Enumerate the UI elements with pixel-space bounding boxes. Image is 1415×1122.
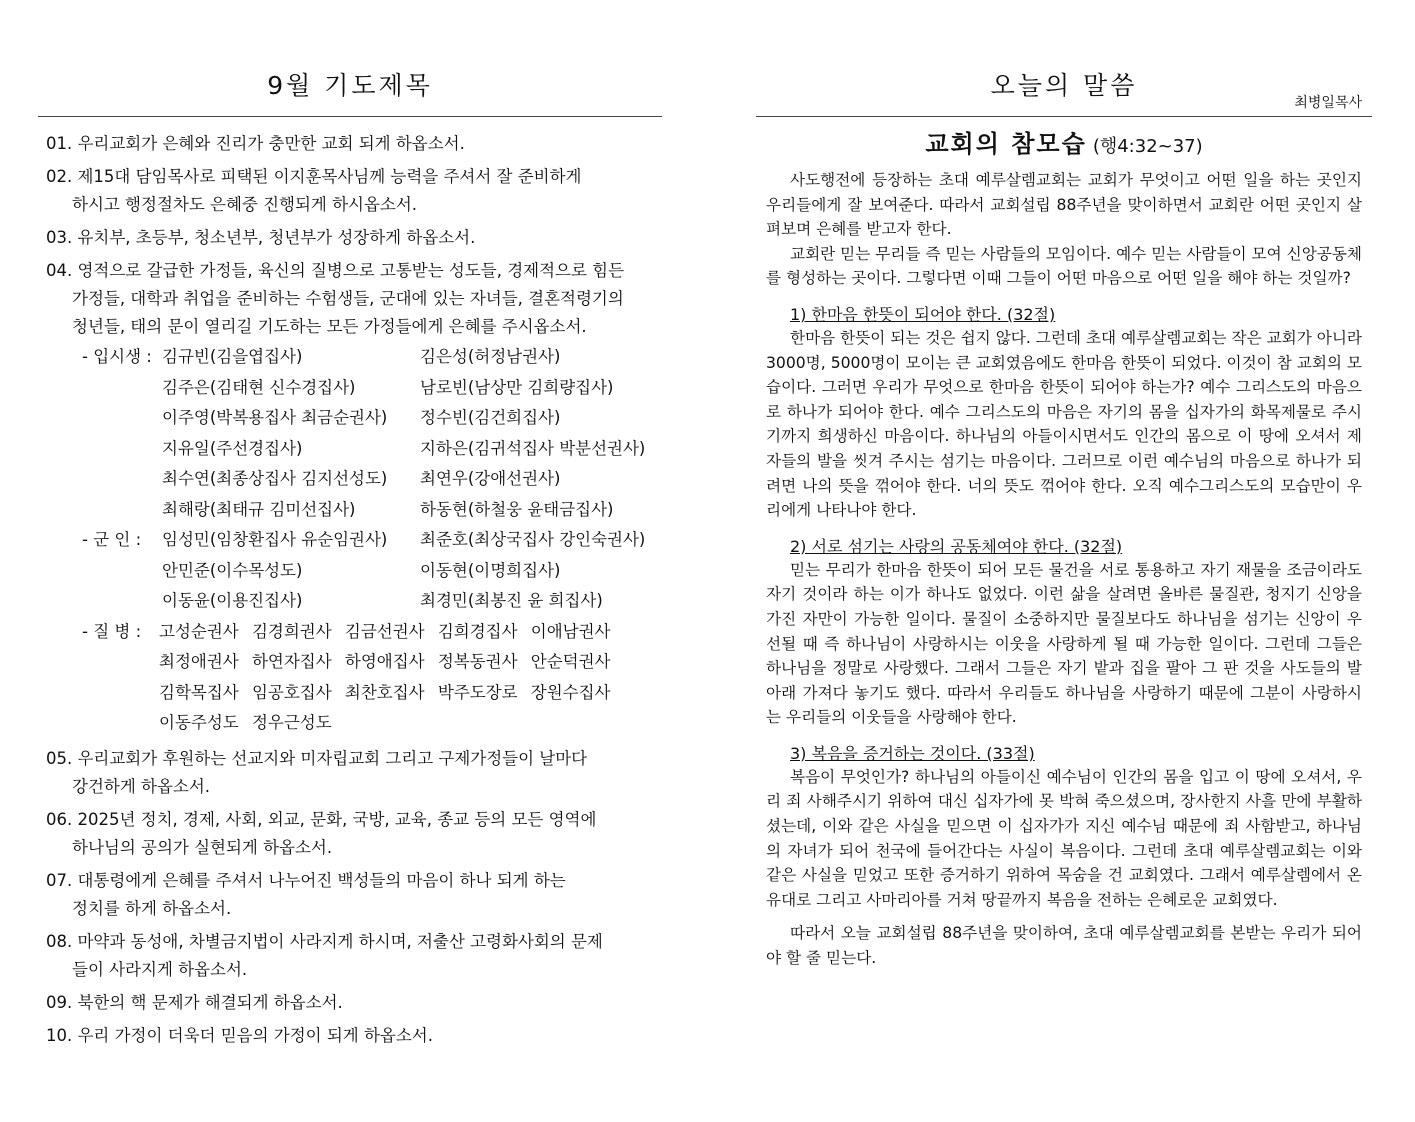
title-divider	[38, 116, 662, 117]
prayer-item-text: 07. 대통령에게 은혜를 주셔서 나누어진 백성들의 마음이 하나 되게 하는	[46, 870, 566, 890]
prayer-item	[46, 867, 662, 923]
sick-names: 최정애권사 하연자집사 하영애집사 정복동권사 안순덕권사	[159, 652, 611, 671]
name-entry: 최경민(최봉진 윤 희집사)	[420, 591, 603, 610]
sick-names: 김학목집사 임공호집사 최찬호집사 박주도장로 장원수집사	[159, 682, 611, 702]
prayer-title: 9월 기도제목	[267, 71, 433, 100]
sermon-paragraph: 사도행전에 등장하는 초대 예루살렘교회는 교회가 무엇이고 어떤 일을 하는 곳인지 우리들에게 잘 보여준다. 따라서 교회설립 88주년을 맞이하면서 교회란 어떤 곳인지 살펴보며 은혜를 받고자 한다.	[766, 171, 1362, 239]
sermon-paragraph: 한마음 한뜻이 되는 것은 쉽지 않다. 그런데 초대 예루살렘교회는 작은 교회가 아니라 3000명, 5000명이 모이는 큰 교회였음에도 한마음 한뜻이 되었다. 이것이 참 교회의 모습이다. 그러면 우리가 무엇으로 한마음 한뜻이 되어야 하는가? 예수 그리스도의 마음으로 하나가 되어야 한다. 예수 그리스도의 마음은 자기의 몸을 십자가의 화목제물로 주시기까지 희생하신 마음이다. 하나님의 아들이시면서도 인간의 몸으로 이 땅에 오셔서 제자들의 발을 씻겨 주시는 섬기는 마음이다. 그러므로 이런 예수님의 마음으로 하나가 되려면 나의 뜻을 꺾어야 한다. 너의 뜻도 꺾어야 한다. 오직 예수그리스도의 모습만이 우리에게 나타나야 한다.	[766, 328, 1362, 520]
name-entry: 남로빈(남상만 김희량집사)	[420, 377, 614, 397]
name-entry: 지유일(주선경집사)	[162, 438, 303, 458]
name-entry: 지하은(김귀석집사 박분선권사)	[420, 438, 646, 458]
prayer-item	[46, 745, 662, 801]
prayer-item-text: 청년들, 태의 문이 열리길 기도하는 모든 가정들에게 은혜를 주시옵소서.	[72, 317, 587, 336]
exam-row	[46, 373, 662, 404]
name-entry: 정수빈(김건희집사)	[420, 408, 561, 427]
prayer-item-text: 정치를 하게 하옵소서.	[72, 898, 232, 918]
prayer-item-text: 하나님의 공의가 실현되게 하옵소서.	[72, 837, 333, 857]
name-entry: 하동현(하철웅 윤태금집사)	[420, 499, 614, 519]
prayer-item	[46, 163, 662, 219]
prayer-item-text: 06. 2025년 정치, 경제, 사회, 외교, 문화, 국방, 교육, 종교 등의 모든 영역에	[46, 809, 597, 829]
exam-row	[46, 434, 662, 465]
prayer-item	[46, 928, 662, 984]
sick-row	[46, 617, 662, 648]
sermon-body	[766, 168, 1362, 971]
sermon-paragraph: 교회란 믿는 무리들 즉 믿는 사람들의 모임이다. 예수 믿는 사람들이 모여 신앙공동체를 형성하는 곳이다. 그렇다면 이때 그들이 어떤 마음으로 어떤 일을 해야 하는 것일까?	[766, 244, 1362, 288]
sick-row	[46, 678, 662, 709]
prayer-item-text: 03. 유치부, 초등부, 청소년부, 청년부가 성장하게 하옵소서.	[46, 228, 476, 247]
sermon-section-title: 오늘의 말씀	[990, 71, 1138, 100]
sick-row	[46, 708, 662, 739]
prayer-item-text: 들이 사라지게 하옵소서.	[72, 959, 248, 979]
prayer-list	[46, 130, 662, 1055]
point-heading: 1) 한마음 한뜻이 되어야 한다. (32절)	[790, 304, 1056, 324]
prayer-item-text: 01. 우리교회가 은혜와 진리가 충만한 교회 되게 하옵소서.	[46, 134, 465, 153]
name-entry: 최준호(최상국집사 강인숙권사)	[420, 530, 646, 549]
name-entry: 김은성(허정남권사)	[420, 347, 561, 366]
sermon-title: 교회의 참모습	[925, 129, 1087, 158]
sick-row	[46, 647, 662, 678]
name-entry: 이주영(박복용집사 최금순권사)	[162, 408, 388, 427]
scripture-reference: (행4:32~37)	[1092, 136, 1203, 157]
prayer-item-text: 10. 우리 가정이 더욱더 믿음의 가정이 되게 하옵소서.	[46, 1025, 433, 1045]
name-entry: 김규빈(김을엽집사)	[162, 347, 303, 366]
name-entry: 최해랑(최태규 김미선집사)	[162, 499, 356, 519]
title-divider	[756, 116, 1372, 117]
army-row	[46, 586, 662, 617]
sermon-paragraph: 복음이 무엇인가? 하나님의 아들이신 예수님이 인간의 몸을 입고 이 땅에 오셔서, 우리 죄 사해주시기 위하여 대신 십자가에 못 박혀 죽으셨으며, 장사한지 사흘 만에 부활하셨는데, 이와 같은 사실을 믿으면 이 십자가가 지신 예수님 때문에 죄 사함받고, 하나님의 자녀가 되어 천국에 들어간다는 사실이 복음이다. 그런데 초대 예루살렘교회는 이와 같은 사실을 믿었고 또한 증거하기 위하여 목숨을 건 교회였다. 그래서 예루살렘에서 온 유대로 그리고 사마리아를 거쳐 땅끝까지 복음을 전하는 은혜로운 교회였다.	[766, 767, 1362, 909]
sermon-paragraph: 따라서 오늘 교회설립 88주년을 맞이하여, 초대 예루살렘교회를 본받는 우리가 되어야 할 줄 믿는다.	[766, 924, 1362, 968]
name-entry: 최수연(최종상집사 김지선성도)	[162, 469, 388, 488]
sermon-paragraph: 믿는 무리가 한마음 한뜻이 되어 모든 물건을 서로 통용하고 자기 재물을 조금이라도 자기 것이라 하는 이가 하나도 없었다. 이런 삶을 살려면 올바른 물질관, 청지기 신앙을 가진 자만이 가능한 일이다. 물질이 소중하지만 물질보다도 하나님을 섬기는 신앙이 우선될 때 즉 하나님이 사랑하시는 이웃을 사랑하게 될 때 가능한 일이다. 그런데 그들은 하나님을 정말로 사랑했다. 그래서 그들은 자기 밭과 집을 팔아 그 판 것을 사도들의 발아래 가져다 놓기도 했다. 따라서 우리들도 하나님을 사랑하기 때문에 그분이 사랑하시는 우리들의 이웃들을 사랑해야 한다.	[766, 560, 1362, 727]
prayer-item-text: 04. 영적으로 갈급한 가정들, 육신의 질병으로 고통받는 성도들, 경제적으로 힘든	[46, 261, 625, 280]
prayer-item	[46, 806, 662, 862]
sick-label: - 질 병 :	[82, 621, 142, 641]
exam-row	[46, 403, 662, 434]
prayer-item	[46, 1022, 662, 1050]
prayer-item	[46, 989, 662, 1017]
name-entry: 김주은(김태현 신수경집사)	[162, 377, 356, 397]
prayer-item-text: 하시고 행정절차도 은혜중 진행되게 하시옵소서.	[72, 195, 418, 214]
prayer-item-text: 강건하게 하옵소서.	[72, 776, 211, 796]
exam-label: - 입시생 :	[82, 347, 152, 366]
spacer	[766, 912, 1362, 921]
sick-names: 이동주성도 정우근성도	[159, 713, 332, 732]
prayer-item	[46, 224, 662, 252]
army-row	[46, 556, 662, 587]
point-heading: 2) 서로 섬기는 사랑의 공동체여야 한다. (32절)	[790, 536, 1123, 556]
prayer-item-text: 02. 제15대 담임목사로 피택된 이지훈목사님께 능력을 주셔서 잘 준비하게	[46, 167, 582, 186]
prayer-item-text: 08. 마약과 동성애, 차별금지법이 사라지게 하시며, 저출산 고령화사회의 문제	[46, 931, 603, 951]
exam-row	[46, 464, 662, 495]
sick-names: 고성순권사 김경희권사 김금선권사 김희경집사 이애남권사	[159, 621, 611, 641]
author-name: 최병일목사	[1294, 95, 1362, 111]
exam-row	[46, 495, 662, 526]
exam-row	[46, 342, 662, 373]
army-label: - 군 인 :	[82, 530, 142, 549]
name-entry: 최연우(강애선권사)	[420, 469, 561, 488]
sermon-heading	[756, 124, 1372, 159]
prayer-item	[46, 257, 662, 341]
name-entry: 이동현(이명희집사)	[420, 560, 561, 580]
prayer-item-text: 09. 북한의 핵 문제가 해결되게 하옵소서.	[46, 992, 343, 1012]
name-entry: 임성민(임창환집사 유순임권사)	[162, 530, 388, 549]
prayer-item	[46, 130, 662, 158]
prayer-item-text: 05. 우리교회가 후원하는 선교지와 미자립교회 그리고 구제가정들이 날마다	[46, 748, 588, 768]
point-heading: 3) 복음을 증거하는 것이다. (33절)	[790, 743, 1035, 763]
prayer-item-text: 가정들, 대학과 취업을 준비하는 수험생들, 군대에 있는 자녀들, 결혼적령기의	[72, 289, 624, 308]
name-entry: 안민준(이수목성도)	[162, 560, 303, 580]
name-entry: 이동윤(이용진집사)	[162, 591, 303, 610]
army-row	[46, 525, 662, 556]
